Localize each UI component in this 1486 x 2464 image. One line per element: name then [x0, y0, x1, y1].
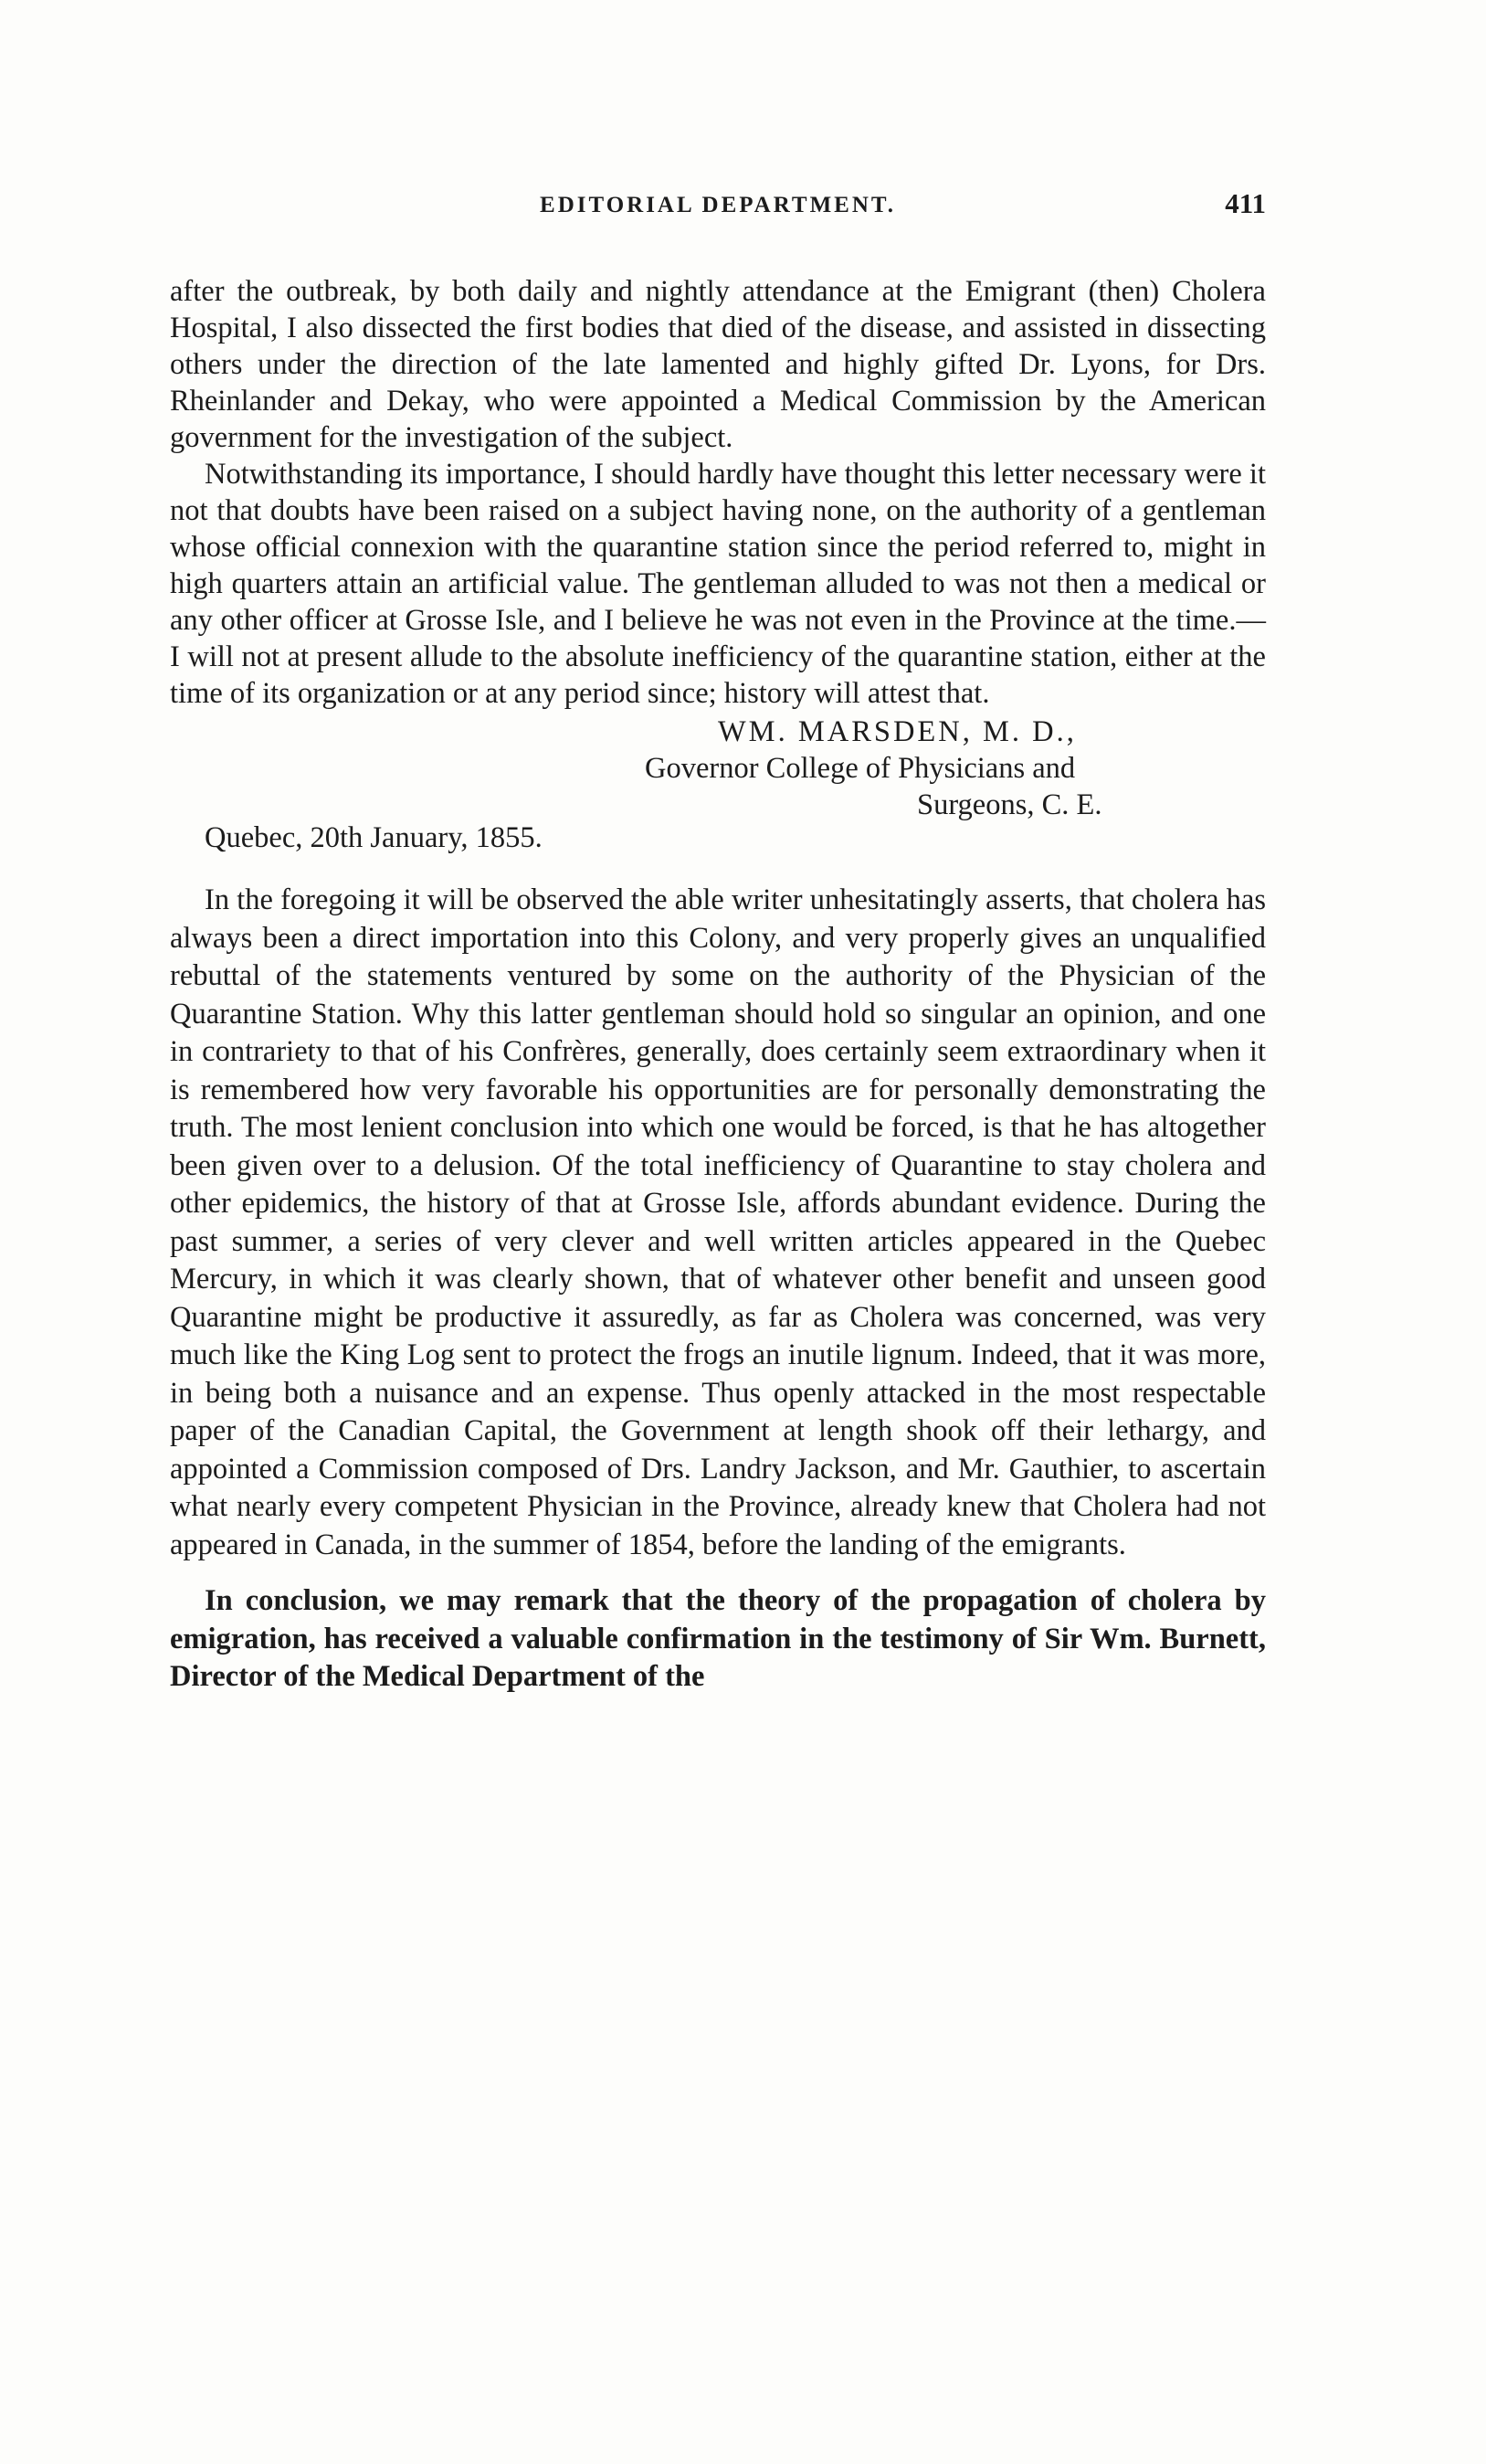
- signature-name: WM. MARSDEN, M. D.,: [718, 715, 1077, 748]
- letter-body: [170, 273, 1266, 712]
- signature-title-line-1: Governor College of Physicians and: [645, 752, 1076, 785]
- letter-signature: [170, 714, 1266, 829]
- editorial-body: [170, 882, 1266, 1697]
- running-head: [170, 187, 1266, 242]
- signature-title-line-2: Surgeons, C. E.: [917, 788, 1102, 821]
- letter-paragraph-2: Notwithstanding its importance, I should hardly have thought this letter necessary were it not that doubts have been raised on a subject having none, on the authority of a gentleman whose official connexion with the quarantine station since the period referred to, might in high quarters attain an artificial value. The gentleman alluded to was not then a medical or any other officer at Grosse Isle, and I believe he was not even in the Province at the time.—I will not at present allude to the absolute inefficiency of the quarantine station, either at the time of its organization or at any period since; history will attest that.: [170, 458, 1266, 710]
- running-title: EDITORIAL DEPARTMENT.: [540, 193, 896, 217]
- editorial-paragraph-1: In the foregoing it will be observed the able writer unhesitatingly asserts, that cholera has always been a direct importation into this Colony, and very properly gives an unqualified rebuttal of the statements ventured by some on the authority of the Physician of the Quarantine Station. Why this latter gentleman should hold so singular an opinion, and one in contrariety to that of his Confrères, generally, does certainly seem extraordinary when it is remembered how very favorable his opportunities are for personally demonstrating the truth. The most lenient conclusion into which one would be forced, is that he has altogether been given over to a delusion. Of the total inefficiency of Quarantine to stay cholera and other epidemics, the history of that at Grosse Isle, affords abundant evidence. During the past summer, a series of very clever and well written articles appeared in the Quebec Mercury, in which it was clearly shown, that of whatever other benefit and unseen good Quarantine might be productive it assuredly, as far as Cholera was concerned, was very much like the King Log sent to protect the frogs an inutile lignum. Indeed, that it was more, in being both a nuisance and an expense. Thus openly attacked in the most respectable paper of the Canadian Capital, the Government at length shook off their lethargy, and appointed a Commission composed of Drs. Landry Jackson, and Mr. Gauthier, to ascertain what nearly every competent Physician in the Province, already knew that Cholera had not appeared in Canada, in the summer of 1854, before the landing of the emigrants.: [170, 883, 1266, 1561]
- letter-dateline: Quebec, 20th January, 1855.: [205, 821, 543, 854]
- editorial-paragraph-2: In conclusion, we may remark that the theory of the propagation of cholera by emigration, has received a valuable confirmation in the testimony of Sir Wm. Burnett, Director of the Medical Department of the: [170, 1584, 1266, 1693]
- page-number: 411: [1225, 187, 1266, 219]
- letter-paragraph-continuation: after the outbreak, by both daily and nightly attendance at the Emigrant (then) Cholera Hospital, I also dissected the first bodies that died of the disease, and assisted in dissecting others under the direction of the late lamented and highly gifted Dr. Lyons, for Drs. Rheinlander and Dekay, who were appointed a Medical Commission by the American government for the investigation of the subject.: [170, 275, 1266, 454]
- text-column: [170, 187, 1266, 1715]
